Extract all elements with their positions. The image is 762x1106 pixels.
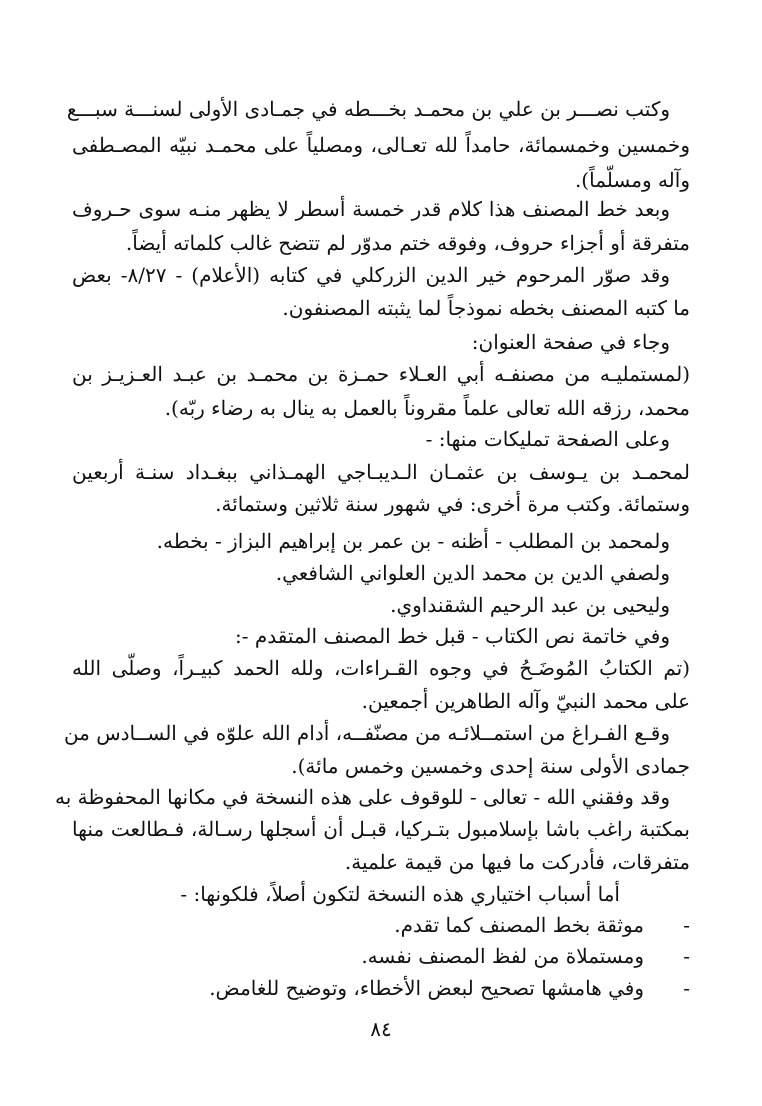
bullet-marker: -	[683, 976, 690, 1000]
text-line: أما أسباب اختياري هذه النسخة لتكون أصلاً، فلكونها: -	[180, 882, 620, 906]
text-line: وقـع الفـراغ من استمــلائـه من مصنّفــه، أدام الله علوّه في الســادس من	[63, 721, 670, 745]
text-line: ولصفي الدين بن محمد الدين العلواني الشافعي.	[275, 561, 670, 585]
text-line: وقد وفقني الله - تعالى - للوقوف على هذه النسخة في مكانها المحفوظة به	[54, 785, 670, 809]
bullet-item: وفي هامشها تصحيح لبعض الأخطاء، وتوضيح للغامض.	[209, 976, 644, 1000]
page-number: ٨٤	[370, 1017, 392, 1041]
text-line: محمد، رزقه الله تعالى علماً مقروناً بالعمل به ينال به رضاء ربّه).	[164, 396, 690, 420]
text-line: وليحيى بن عبد الرحيم الشقنداوي.	[390, 593, 670, 617]
text-line: (لمستمليـه من مصنفـه أبي العـلاء حمـزة بن محمـد بن عبـد العـزيـز بن	[72, 362, 690, 386]
bullet-item: موثقة بخط المصنف كما تقدم.	[394, 913, 644, 937]
bullet-marker: -	[683, 913, 690, 937]
text-line: وجاء في صفحة العنوان:	[471, 330, 670, 354]
text-line: وخمسين وخمسمائة، حامداً لله تعـالى، ومصلياً على محمـد نبيّه المصـطفى	[72, 133, 690, 157]
text-line: متفرقة أو أجزاء حروف، وفوقه ختم مدوّر لم تتضح غالب كلماته أيضاً.	[125, 231, 690, 255]
bullet-marker: -	[683, 944, 690, 968]
text-line: وقد صوّر المرحوم خير الدين الزركلي في كتابه (الأعلام) - ٨/٢٧- بعض	[72, 263, 670, 287]
text-line: وفي خاتمة نص الكتاب - قبل خط المصنف المتقدم -:	[234, 624, 670, 648]
text-line: ما كتبه المصنف بخطه نموذجاً لما يثبته المصنفون.	[282, 296, 690, 320]
bullet-item: ومستملاة من لفظ المصنف نفسه.	[361, 944, 644, 968]
text-line: جمادى الأولى سنة إحدى وخمسين وخمس مائة).	[291, 754, 690, 778]
text-line: متفرقات، فأدركت ما فيها من قيمة علمية.	[344, 850, 690, 874]
text-line: بمكتبة راغب باشا بإسلامبول بتـركيا، قبـل أن أسجلها رسـالة، فـطالعت منها	[72, 817, 690, 841]
text-line: لمحمـد بن يـوسف بن عثمـان الـديبـاجي الهمـذاني ببغـداد سنـة أربعين	[72, 460, 690, 484]
text-line: (تم الكتابُ المُوضَـحُ في وجوه القـراءات، ولله الحمد كبيـراً، وصلّى الله	[72, 656, 690, 680]
text-line: وبعد خط المصنف هذا كلام قدر خمسة أسطر لا يظهر منـه سوى حـروف	[72, 197, 670, 221]
text-line: وعلى الصفحة تمليكات منها: -	[425, 427, 670, 451]
text-line: وستمائة. وكتب مرة أخرى: في شهور سنة ثلاثين وستمائة.	[215, 492, 690, 516]
text-line: ولمحمد بن المطلب - أظنه - بن عمر بن إبراهيم البزاز - بخطه.	[156, 529, 670, 553]
text-line: على محمد النبيّ وآله الطاهرين أجمعين.	[361, 689, 690, 713]
text-line: وكتب نصـــر بن علي بن محمـد بخـــطه في جمـادى الأولى لسنـــة سبـــع	[66, 97, 670, 121]
text-line: وآله ومسلّماً).	[574, 168, 690, 192]
